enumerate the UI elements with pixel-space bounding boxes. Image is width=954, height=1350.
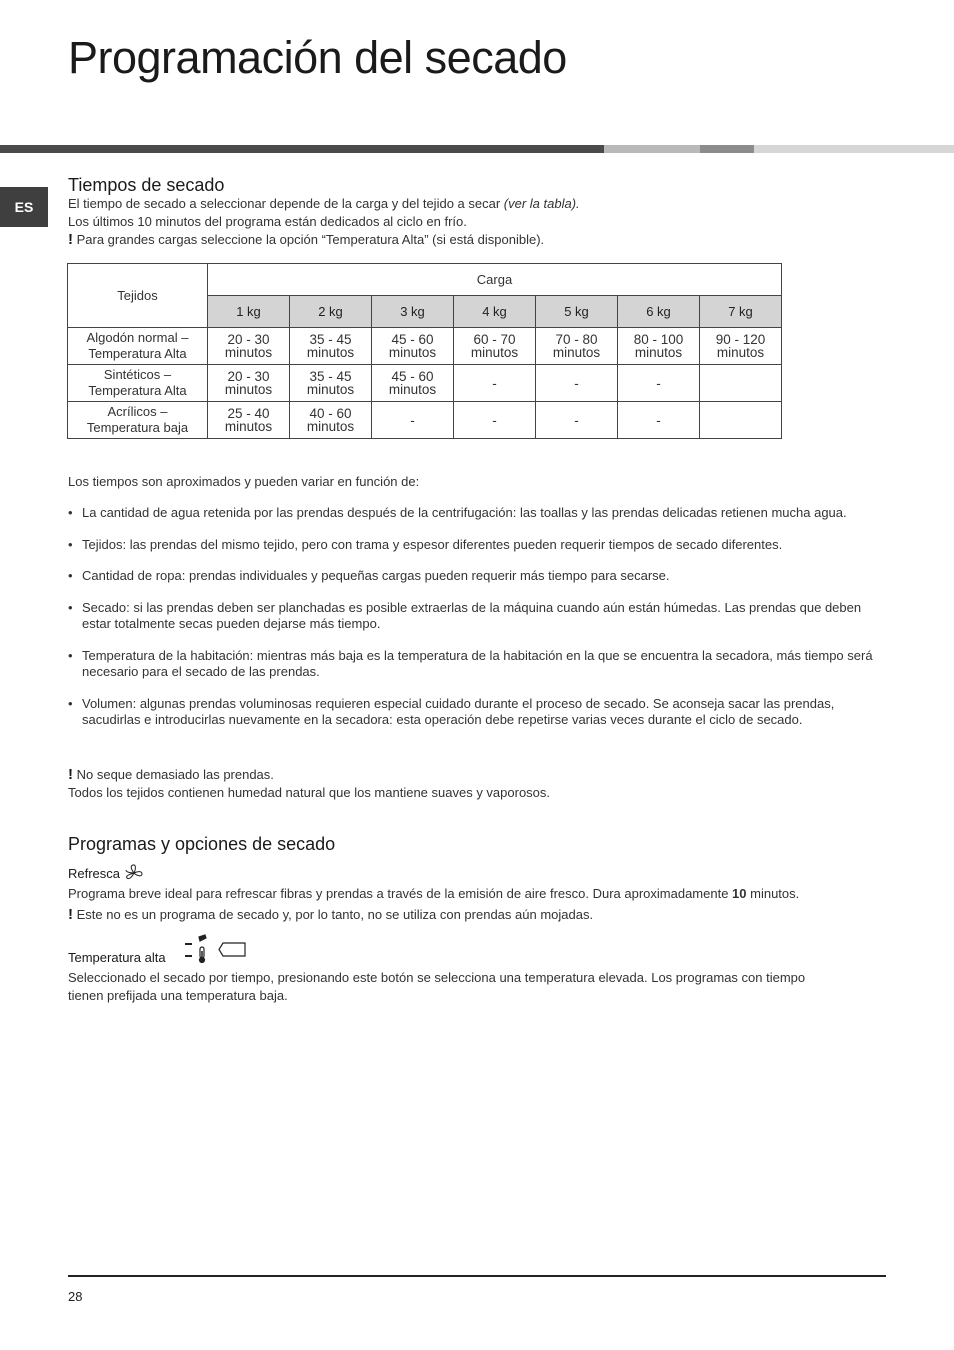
time-unit: minutos bbox=[388, 382, 437, 397]
time-cell bbox=[290, 365, 372, 402]
thermometer-icon bbox=[183, 934, 213, 969]
time-cell bbox=[700, 328, 782, 365]
time-cell bbox=[454, 402, 536, 439]
header-kg: 2 kg bbox=[290, 296, 372, 328]
fabric-temp: Temperatura baja bbox=[86, 420, 189, 435]
header-kg: 4 kg bbox=[454, 296, 536, 328]
time-cell bbox=[372, 402, 454, 439]
temperatura-icon-group bbox=[183, 934, 249, 969]
refresca-note bbox=[68, 906, 593, 924]
temperatura-description-1: Seleccionado el secado por tiempo, presionando este botón se selecciona una temperatura elevada. Los programas con tiempo bbox=[68, 970, 806, 985]
refresca-text-end: minutos. bbox=[746, 886, 800, 901]
time-unit: minutos bbox=[716, 345, 765, 360]
option-box-icon bbox=[217, 939, 249, 964]
list-item: • Temperatura de la habitación: mientras más baja es la temperatura de la habitación en la que se encuentra la secadora, más tiempo será necesario para el secado de las prendas. bbox=[68, 648, 888, 681]
table-row bbox=[68, 328, 782, 365]
fabric-cell bbox=[68, 365, 208, 402]
time-range: 35 - 45 bbox=[309, 332, 352, 347]
fabric-name: Sintéticos – bbox=[103, 367, 172, 382]
time-unit: minutos bbox=[224, 345, 273, 360]
header-tejidos: Tejidos bbox=[68, 264, 208, 328]
refresca-title bbox=[68, 864, 144, 885]
time-unit: minutos bbox=[470, 345, 519, 360]
fabric-cell bbox=[68, 402, 208, 439]
time-cell bbox=[536, 365, 618, 402]
time-cell bbox=[700, 365, 782, 402]
section-heading-tiempos: Tiempos de secado bbox=[68, 175, 225, 195]
time-cell bbox=[454, 365, 536, 402]
time-cell bbox=[372, 365, 454, 402]
fabric-name: Acrílicos – bbox=[107, 404, 168, 419]
refresca-note-text: Este no es un programa de secado y, por lo tanto, no se utiliza con prendas aún mojadas. bbox=[73, 907, 594, 922]
exclamation-icon: ! bbox=[68, 906, 73, 923]
section-heading-programas: Programas y opciones de secado bbox=[68, 834, 336, 854]
tiempos-note bbox=[68, 231, 544, 249]
refresca-label: Refresca bbox=[68, 865, 121, 881]
footer-rule bbox=[68, 1275, 886, 1277]
header-rule-dark bbox=[0, 145, 604, 153]
time-cell bbox=[700, 402, 782, 439]
time-range: 35 - 45 bbox=[309, 369, 352, 384]
page-number: 28 bbox=[68, 1289, 83, 1304]
time-cell bbox=[208, 328, 290, 365]
time-cell bbox=[536, 402, 618, 439]
list-item: • Volumen: algunas prendas voluminosas requieren especial cuidado durante el proceso de secado. Se aconseja sacar las prendas, sacudirlas e introducirlas nuevamente en la secadora: esta operación debe repetirse varias veces durante el ciclo de secado. bbox=[68, 696, 888, 729]
time-cell bbox=[208, 402, 290, 439]
time-range: - bbox=[492, 412, 497, 428]
drying-times-table bbox=[67, 263, 782, 439]
page-title: Programación del secado bbox=[68, 32, 567, 83]
refresca-minutes: 10 bbox=[732, 886, 747, 901]
time-range: 45 - 60 bbox=[391, 369, 434, 384]
refresca-text: Programa breve ideal para refrescar fibras y prendas a través de la emisión de aire fresco. Dura aproximadamente bbox=[68, 886, 733, 901]
fabric-temp: Temperatura Alta bbox=[88, 383, 187, 398]
factors-intro: Los tiempos son aproximados y pueden variar en función de: bbox=[68, 474, 420, 489]
header-rule-pale bbox=[754, 145, 954, 153]
temperatura-description-2: tienen prefijada una temperatura baja. bbox=[68, 988, 288, 1003]
time-range: 70 - 80 bbox=[555, 332, 598, 347]
time-cell bbox=[290, 402, 372, 439]
tiempos-line1-text: El tiempo de secado a seleccionar depende de la carga y del tejido a secar bbox=[68, 196, 504, 211]
header-kg: 3 kg bbox=[372, 296, 454, 328]
refresca-description bbox=[68, 885, 799, 903]
time-cell bbox=[372, 328, 454, 365]
warning-line2: Todos los tejidos contienen humedad natural que los mantiene suaves y vaporosos. bbox=[68, 785, 551, 800]
time-cell bbox=[618, 365, 700, 402]
language-tab: ES bbox=[0, 187, 48, 227]
time-range: 20 - 30 bbox=[227, 369, 270, 384]
time-unit: minutos bbox=[224, 419, 273, 434]
fabric-cell bbox=[68, 328, 208, 365]
time-range: - bbox=[574, 375, 579, 391]
time-unit: minutos bbox=[634, 345, 683, 360]
time-unit: minutos bbox=[306, 419, 355, 434]
time-range: 60 - 70 bbox=[473, 332, 516, 347]
time-range: - bbox=[656, 412, 661, 428]
temperatura-title: Temperatura alta bbox=[68, 950, 166, 965]
time-unit: minutos bbox=[552, 345, 601, 360]
exclamation-icon: ! bbox=[68, 766, 73, 783]
warning-line1 bbox=[68, 766, 274, 784]
header-rule-light bbox=[604, 145, 700, 153]
time-unit: minutos bbox=[306, 345, 355, 360]
fabric-temp: Temperatura Alta bbox=[88, 346, 187, 361]
time-range: - bbox=[410, 412, 415, 428]
list-item: • Secado: si las prendas deben ser planchadas es posible extraerlas de la máquina cuando aún están húmedas. Las prendas que deben estar totalmente secas pueden dejarse más tiempo. bbox=[68, 600, 888, 633]
table-row bbox=[68, 365, 782, 402]
time-cell bbox=[290, 328, 372, 365]
time-range: 80 - 100 bbox=[633, 332, 684, 347]
time-cell bbox=[208, 365, 290, 402]
warning-text: No seque demasiado las prendas. bbox=[73, 767, 274, 782]
list-item: • Cantidad de ropa: prendas individuales y pequeñas cargas pueden requerir más tiempo para secarse. bbox=[68, 568, 888, 585]
time-range: 25 - 40 bbox=[227, 406, 270, 421]
list-item: • La cantidad de agua retenida por las prendas después de la centrifugación: las toallas y las prendas delicadas retienen mucha agua. bbox=[68, 505, 888, 522]
time-cell bbox=[536, 328, 618, 365]
fabric-name: Algodón normal – bbox=[86, 330, 189, 345]
time-range: 90 - 120 bbox=[715, 332, 766, 347]
time-cell bbox=[618, 328, 700, 365]
time-range: 40 - 60 bbox=[309, 406, 352, 421]
header-kg: 7 kg bbox=[700, 296, 782, 328]
tiempos-intro-line1 bbox=[68, 195, 580, 213]
time-cell bbox=[618, 402, 700, 439]
header-kg: 1 kg bbox=[208, 296, 290, 328]
tiempos-note-text: Para grandes cargas seleccione la opción “Temperatura Alta” (si está disponible). bbox=[73, 232, 545, 247]
header-kg: 5 kg bbox=[536, 296, 618, 328]
fan-icon bbox=[124, 864, 144, 885]
time-unit: minutos bbox=[224, 382, 273, 397]
time-unit: minutos bbox=[306, 382, 355, 397]
time-range: 45 - 60 bbox=[391, 332, 434, 347]
factors-list bbox=[68, 505, 888, 744]
tiempos-intro-line2: Los últimos 10 minutos del programa están dedicados al ciclo en frío. bbox=[68, 214, 467, 229]
time-range: - bbox=[574, 412, 579, 428]
header-kg: 6 kg bbox=[618, 296, 700, 328]
exclamation-icon: ! bbox=[68, 231, 73, 248]
tiempos-line1-italic: (ver la tabla). bbox=[503, 196, 580, 211]
time-unit: minutos bbox=[388, 345, 437, 360]
time-cell bbox=[454, 328, 536, 365]
table-row bbox=[68, 402, 782, 439]
header-carga: Carga bbox=[208, 264, 782, 296]
time-range: - bbox=[492, 375, 497, 391]
header-rule-mid bbox=[700, 145, 754, 153]
time-range: 20 - 30 bbox=[227, 332, 270, 347]
time-range: - bbox=[656, 375, 661, 391]
list-item: • Tejidos: las prendas del mismo tejido, pero con trama y espesor diferentes pueden requerir tiempos de secado diferentes. bbox=[68, 537, 888, 554]
